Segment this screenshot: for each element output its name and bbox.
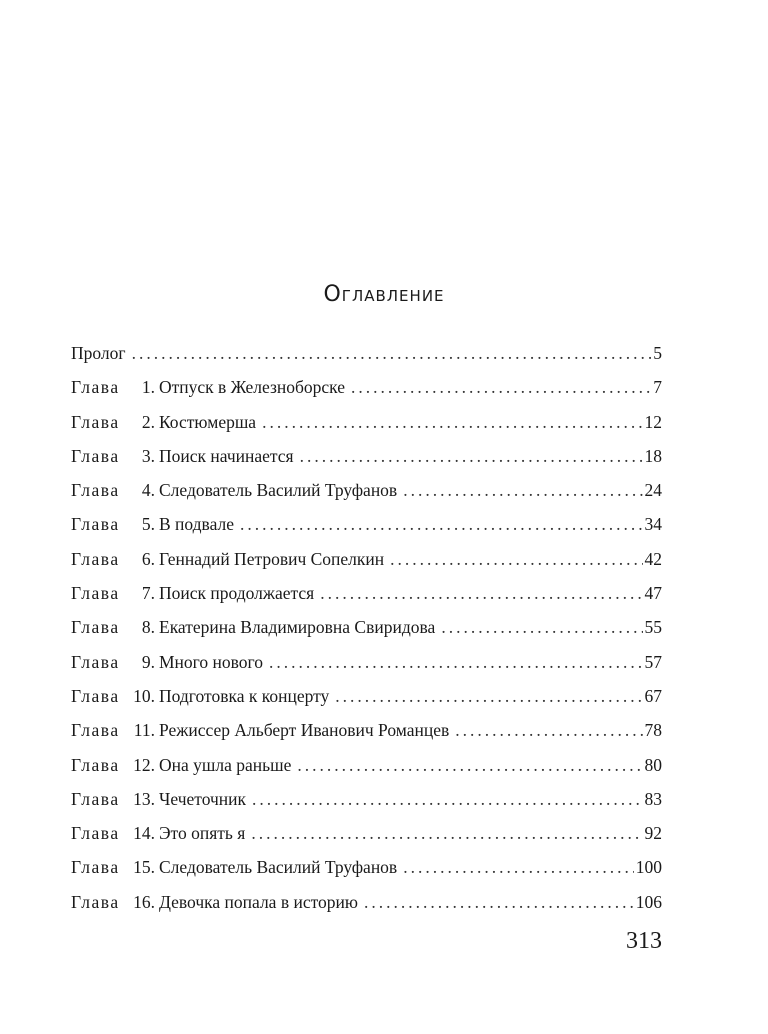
toc-entry-title: Подготовка к концерту (159, 685, 330, 706)
chapter-number: 10. (133, 685, 155, 706)
dot-leader (390, 548, 642, 570)
toc-entry-title: Костюмерша (159, 411, 257, 432)
chapter-number: 16. (133, 891, 155, 912)
dot-leader (240, 513, 642, 535)
toc-page-number: 78 (644, 720, 662, 741)
dot-leader (269, 651, 642, 673)
toc-page-number: 100 (635, 857, 662, 878)
toc-entry-title: Чечеточник (159, 788, 247, 809)
toc-page-number: 42 (644, 548, 662, 569)
toc-entry-title: Это опять я (159, 823, 246, 844)
chapter-number: 15. (133, 857, 155, 878)
dot-leader (441, 616, 642, 638)
dot-leader (251, 822, 642, 844)
toc-entry-title: Геннадий Петрович Сопелкин (159, 548, 385, 569)
toc-row-chapter[interactable] (71, 411, 662, 445)
toc-entry-title: Поиск продолжается (159, 583, 315, 604)
toc-row-prologue[interactable] (71, 342, 662, 376)
dot-leader (300, 445, 643, 467)
toc-entry-title: Поиск начинается (159, 445, 294, 466)
toc-page-number: 106 (635, 891, 662, 912)
toc-page-number: 12 (644, 411, 662, 432)
chapter-word: Глава (71, 548, 120, 569)
toc-entry-title: В подвале (159, 514, 235, 535)
dot-leader (132, 342, 652, 364)
toc-entry-title: Следователь Василий Труфанов (159, 857, 398, 878)
toc-page-number: 34 (644, 514, 662, 535)
toc-row-chapter[interactable] (71, 856, 662, 890)
toc-page-number: 80 (644, 754, 662, 775)
toc-page-number: 67 (644, 685, 662, 706)
toc-page-number: 47 (644, 583, 662, 604)
chapter-number: 14. (133, 823, 155, 844)
toc-page-number: 18 (644, 445, 662, 466)
chapter-word: Глава (71, 788, 120, 809)
folio-page-number: 313 (626, 928, 662, 954)
toc-entry-title: Отпуск в Железноборске (159, 377, 345, 398)
toc-entry-title: Девочка попала в историю (159, 891, 358, 912)
chapter-word: Глава (71, 891, 120, 912)
chapter-number: 8. (141, 617, 155, 638)
chapter-number: 1. (141, 377, 155, 398)
chapter-number: 9. (141, 651, 155, 672)
dot-leader (455, 719, 642, 741)
dot-leader (403, 856, 634, 878)
toc-page-number: 24 (644, 480, 662, 501)
chapter-word: Глава (71, 754, 120, 775)
chapter-number: 12. (133, 754, 155, 775)
dot-leader (335, 685, 642, 707)
toc-row-chapter[interactable] (71, 479, 662, 513)
toc-entry-title: Режиссер Альберт Иванович Романцев (159, 720, 450, 741)
chapter-word: Глава (71, 651, 120, 672)
toc-row-chapter[interactable] (71, 651, 662, 685)
chapter-number: 5. (141, 514, 155, 535)
toc-row-chapter[interactable] (71, 616, 662, 650)
chapter-word: Глава (71, 685, 120, 706)
toc-entry-title: Екатерина Владимировна Свиридова (159, 617, 436, 638)
toc-page-number: 83 (644, 788, 662, 809)
dot-leader (351, 376, 651, 398)
toc-entry-title: Она ушла раньше (159, 754, 292, 775)
toc-row-chapter[interactable] (71, 685, 662, 719)
chapter-word: Глава (71, 720, 120, 741)
toc-page-number: 55 (644, 617, 662, 638)
page-title: Оглавление (323, 282, 445, 307)
dot-leader (364, 891, 634, 913)
dot-leader (252, 788, 642, 810)
chapter-word: Глава (71, 445, 120, 466)
dot-leader (320, 582, 642, 604)
toc-entry-title: Пролог (71, 343, 126, 363)
chapter-number: 7. (141, 583, 155, 604)
chapter-word: Глава (71, 411, 120, 432)
table-of-contents (71, 342, 662, 925)
toc-row-chapter[interactable] (71, 548, 662, 582)
chapter-word: Глава (71, 823, 120, 844)
toc-row-chapter[interactable] (71, 445, 662, 479)
toc-row-chapter[interactable] (71, 719, 662, 753)
chapter-number: 2. (141, 411, 155, 432)
toc-row-chapter[interactable] (71, 891, 662, 925)
toc-page-number: 92 (644, 823, 662, 844)
toc-row-chapter[interactable] (71, 513, 662, 547)
chapter-number: 11. (133, 720, 155, 741)
toc-page-number: 5 (653, 343, 662, 363)
dot-leader (403, 479, 642, 501)
toc-row-chapter[interactable] (71, 376, 662, 410)
dot-leader (262, 411, 642, 433)
chapter-number: 3. (141, 445, 155, 466)
chapter-number: 6. (141, 548, 155, 569)
chapter-number: 4. (141, 480, 155, 501)
toc-row-chapter[interactable] (71, 822, 662, 856)
toc-row-chapter[interactable] (71, 754, 662, 788)
chapter-word: Глава (71, 583, 120, 604)
toc-entry-title: Следователь Василий Труфанов (159, 480, 398, 501)
toc-page-number: 57 (644, 651, 662, 672)
toc-row-chapter[interactable] (71, 582, 662, 616)
dot-leader (297, 754, 642, 776)
chapter-word: Глава (71, 617, 120, 638)
toc-row-chapter[interactable] (71, 788, 662, 822)
chapter-number: 13. (133, 788, 155, 809)
toc-entry-title: Много нового (159, 651, 264, 672)
toc-page-number: 7 (653, 377, 662, 398)
chapter-word: Глава (71, 857, 120, 878)
chapter-word: Глава (71, 480, 120, 501)
chapter-word: Глава (71, 514, 120, 535)
chapter-word: Глава (71, 377, 120, 398)
